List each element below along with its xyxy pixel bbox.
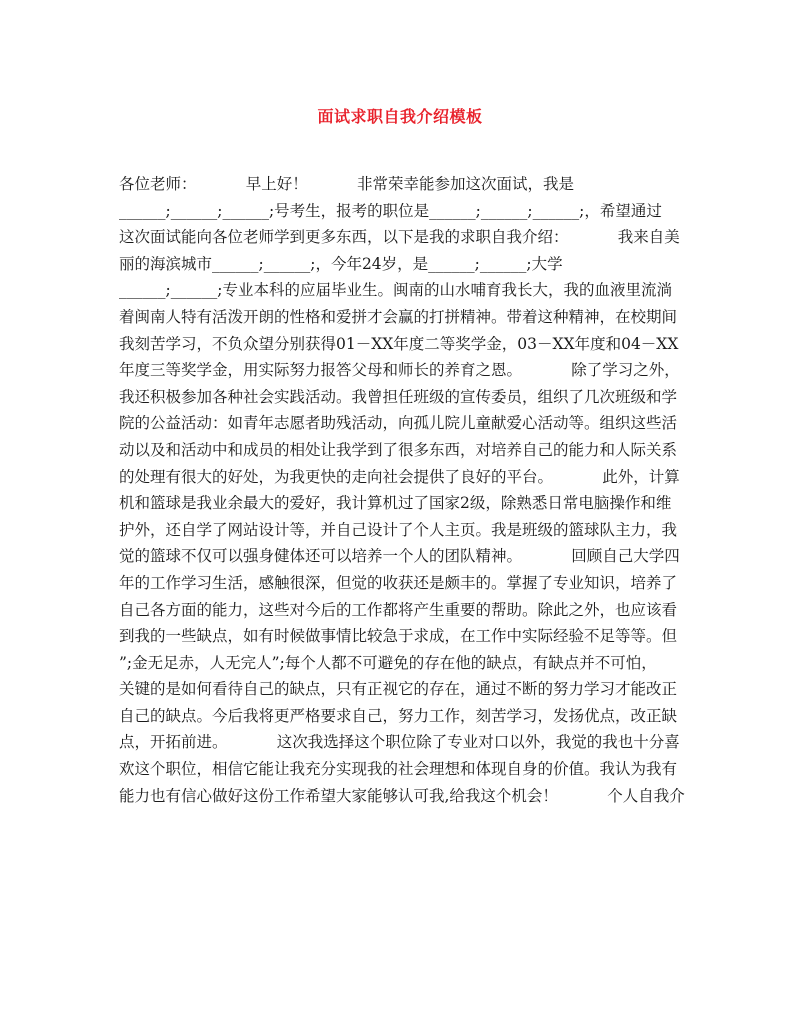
body-line: 这次面试能向各位老师学到更多东西，以下是我的求职自我介绍： 我来自美 [119,228,680,247]
body-line: 自己的缺点。今后我将更严格要求自己，努力工作，刻苦学习，发扬优点，改正缺 [119,706,678,725]
body-line: 院的公益活动：如青年志愿者助残活动，向孤儿院儿童献爱心活动等。组织这些活 [119,414,678,433]
body-line: 到我的一些缺点，如有时候做事情比较急于求成，在工作中实际经验不足等等。但 [119,627,678,646]
body-line: ______;______;专业本科的应届毕业生。闽南的山水哺育我长大，我的血液里流淌 [119,281,672,300]
body-line: 的处理有很大的好处，为我更快的走向社会提供了良好的平台。 此外，计算 [119,467,680,486]
body-line: 年的工作学习生活，感触很深，但觉的收获还是颇丰的。掌握了专业知识，培养了 [119,573,678,592]
body-line: ______;______;______;号考生，报考的职位是______;______;______;，希望通过 [119,201,662,220]
body-line: 我刻苦学习，不负众望分别获得01－XX年度二等奖学金，03－XX年度和04－XX [119,334,679,353]
body-line: 各位老师： 早上好！ 非常荣幸能参加这次面试，我是 [119,175,575,193]
body-line: 关键的是如何看待自己的缺点，只有正视它的存在，通过不断的努力学习才能改正 [119,680,678,699]
body-line: 我还积极参加各种社会实践活动。我曾担任班级的宣传委员，组织了几次班级和学 [119,387,678,406]
body-line: 欢这个职位，相信它能让我充分实现我的社会理想和体现自身的价值。我认为我有 [119,760,678,779]
body-line: 点，开拓前进。 这次我选择这个职位除了专业对口以外，我觉的我也十分喜 [119,733,680,752]
body-line: 着闽南人特有活泼开朗的性格和爱拼才会赢的打拼精神。带着这种精神，在校期间 [119,307,678,326]
body-line: 动以及和活动中和成员的相处让我学到了很多东西，对培养自己的能力和人际关系 [119,440,678,459]
body-line: ”;金无足赤，人无完人”;每个人都不可避免的存在他的缺点，有缺点并不可怕， [119,653,657,672]
body-line: 自己各方面的能力，这些对今后的工作都将产生重要的帮助。除此之外，也应该看 [119,600,678,619]
body-line: 机和篮球是我业余最大的爱好，我计算机过了国家2级，除熟悉日常电脑操作和维 [119,494,672,513]
body-line: 丽的海滨城市______;______;，今年24岁，是______;______;大学 [119,254,563,273]
body-line: 护外，还自学了网站设计等，并自己设计了个人主页。我是班级的篮球队主力，我 [119,520,678,539]
body-line: 年度三等奖学金，用实际努力报答父母和师长的养育之恩。 除了学习之外， [119,361,680,380]
document-body [119,171,689,809]
body-line: 能力也有信心做好这份工作希望大家能够认可我,给我这个机会！ 个人自我介 [119,786,685,805]
document-title: 面试求职自我介绍模板 [317,107,483,126]
body-line: 觉的篮球不仅可以强身健体还可以培养一个人的团队精神。 回顾自己大学四 [119,547,680,566]
